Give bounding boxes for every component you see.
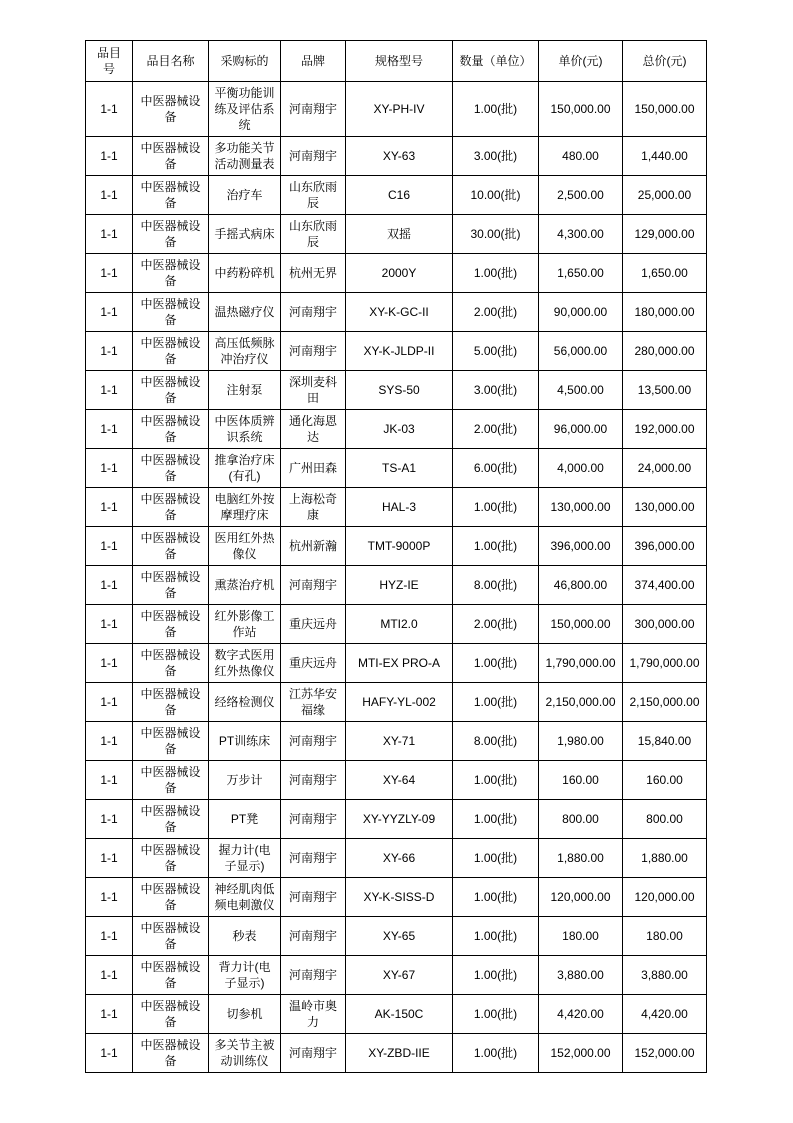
cell-quantity: 1.00(批) xyxy=(453,956,539,995)
cell-brand: 杭州新瀚 xyxy=(281,527,346,566)
cell-target: 中药粉碎机 xyxy=(209,254,281,293)
cell-unit-price: 150,000.00 xyxy=(539,605,623,644)
col-header-item-name: 品目名称 xyxy=(133,41,209,82)
table-row xyxy=(86,722,707,761)
cell-quantity: 1.00(批) xyxy=(453,995,539,1034)
cell-model: HAL-3 xyxy=(346,488,453,527)
cell-quantity: 6.00(批) xyxy=(453,449,539,488)
cell-target: 温热磁疗仪 xyxy=(209,293,281,332)
cell-target: 手摇式病床 xyxy=(209,215,281,254)
cell-total-price: 24,000.00 xyxy=(623,449,707,488)
cell-item-no: 1-1 xyxy=(86,410,133,449)
cell-model: JK-03 xyxy=(346,410,453,449)
cell-item-name: 中医器械设备 xyxy=(133,488,209,527)
cell-item-no: 1-1 xyxy=(86,215,133,254)
cell-item-no: 1-1 xyxy=(86,449,133,488)
cell-brand: 河南翔宇 xyxy=(281,137,346,176)
cell-item-no: 1-1 xyxy=(86,800,133,839)
cell-total-price: 1,880.00 xyxy=(623,839,707,878)
cell-unit-price: 3,880.00 xyxy=(539,956,623,995)
cell-model: XY-64 xyxy=(346,761,453,800)
cell-target: 红外影像工作站 xyxy=(209,605,281,644)
cell-brand: 山东欣雨辰 xyxy=(281,176,346,215)
cell-total-price: 129,000.00 xyxy=(623,215,707,254)
cell-item-no: 1-1 xyxy=(86,176,133,215)
cell-quantity: 1.00(批) xyxy=(453,800,539,839)
cell-quantity: 1.00(批) xyxy=(453,839,539,878)
table-header-row xyxy=(86,41,707,82)
cell-item-no: 1-1 xyxy=(86,293,133,332)
cell-item-no: 1-1 xyxy=(86,82,133,137)
cell-target: 医用红外热像仪 xyxy=(209,527,281,566)
cell-total-price: 120,000.00 xyxy=(623,878,707,917)
cell-target: 注射泵 xyxy=(209,371,281,410)
table-row xyxy=(86,956,707,995)
cell-model: HAFY-YL-002 xyxy=(346,683,453,722)
table-row xyxy=(86,917,707,956)
cell-total-price: 130,000.00 xyxy=(623,488,707,527)
cell-model: XY-63 xyxy=(346,137,453,176)
table-row xyxy=(86,137,707,176)
cell-unit-price: 1,980.00 xyxy=(539,722,623,761)
cell-total-price: 13,500.00 xyxy=(623,371,707,410)
cell-brand: 通化海恩达 xyxy=(281,410,346,449)
cell-unit-price: 160.00 xyxy=(539,761,623,800)
cell-target: 多关节主被动训练仪 xyxy=(209,1034,281,1073)
cell-target: 切参机 xyxy=(209,995,281,1034)
cell-total-price: 396,000.00 xyxy=(623,527,707,566)
cell-item-no: 1-1 xyxy=(86,761,133,800)
cell-quantity: 1.00(批) xyxy=(453,878,539,917)
cell-quantity: 1.00(批) xyxy=(453,82,539,137)
table-row xyxy=(86,839,707,878)
cell-unit-price: 1,880.00 xyxy=(539,839,623,878)
cell-item-name: 中医器械设备 xyxy=(133,644,209,683)
cell-target: PT训练床 xyxy=(209,722,281,761)
cell-unit-price: 800.00 xyxy=(539,800,623,839)
cell-item-name: 中医器械设备 xyxy=(133,800,209,839)
table-row xyxy=(86,488,707,527)
cell-model: TS-A1 xyxy=(346,449,453,488)
cell-target: 经络检测仪 xyxy=(209,683,281,722)
cell-target: 数字式医用红外热像仪 xyxy=(209,644,281,683)
cell-quantity: 1.00(批) xyxy=(453,254,539,293)
cell-brand: 温岭市奥力 xyxy=(281,995,346,1034)
cell-quantity: 1.00(批) xyxy=(453,917,539,956)
cell-brand: 河南翔宇 xyxy=(281,293,346,332)
cell-target: 平衡功能训练及评估系统 xyxy=(209,82,281,137)
table-row xyxy=(86,644,707,683)
cell-total-price: 3,880.00 xyxy=(623,956,707,995)
col-header-total-price: 总价(元) xyxy=(623,41,707,82)
cell-item-no: 1-1 xyxy=(86,956,133,995)
cell-item-name: 中医器械设备 xyxy=(133,956,209,995)
cell-total-price: 1,440.00 xyxy=(623,137,707,176)
cell-item-name: 中医器械设备 xyxy=(133,761,209,800)
table-row xyxy=(86,878,707,917)
cell-item-name: 中医器械设备 xyxy=(133,137,209,176)
cell-brand: 河南翔宇 xyxy=(281,878,346,917)
cell-item-no: 1-1 xyxy=(86,332,133,371)
cell-target: 治疗车 xyxy=(209,176,281,215)
cell-target: 秒表 xyxy=(209,917,281,956)
cell-total-price: 300,000.00 xyxy=(623,605,707,644)
cell-item-no: 1-1 xyxy=(86,995,133,1034)
cell-item-name: 中医器械设备 xyxy=(133,722,209,761)
cell-item-name: 中医器械设备 xyxy=(133,449,209,488)
cell-unit-price: 120,000.00 xyxy=(539,878,623,917)
table-row xyxy=(86,566,707,605)
cell-brand: 广州田森 xyxy=(281,449,346,488)
cell-item-name: 中医器械设备 xyxy=(133,839,209,878)
cell-item-name: 中医器械设备 xyxy=(133,995,209,1034)
table-row xyxy=(86,215,707,254)
cell-item-name: 中医器械设备 xyxy=(133,917,209,956)
cell-item-no: 1-1 xyxy=(86,878,133,917)
cell-item-name: 中医器械设备 xyxy=(133,683,209,722)
cell-model: XY-66 xyxy=(346,839,453,878)
cell-unit-price: 480.00 xyxy=(539,137,623,176)
cell-item-name: 中医器械设备 xyxy=(133,1034,209,1073)
cell-model: XY-71 xyxy=(346,722,453,761)
cell-quantity: 2.00(批) xyxy=(453,293,539,332)
cell-total-price: 180.00 xyxy=(623,917,707,956)
table-row xyxy=(86,410,707,449)
cell-target: 熏蒸治疗机 xyxy=(209,566,281,605)
cell-item-no: 1-1 xyxy=(86,644,133,683)
cell-unit-price: 180.00 xyxy=(539,917,623,956)
cell-total-price: 152,000.00 xyxy=(623,1034,707,1073)
cell-item-name: 中医器械设备 xyxy=(133,605,209,644)
cell-quantity: 1.00(批) xyxy=(453,1034,539,1073)
cell-item-no: 1-1 xyxy=(86,605,133,644)
cell-total-price: 4,420.00 xyxy=(623,995,707,1034)
cell-quantity: 3.00(批) xyxy=(453,137,539,176)
col-header-brand: 品牌 xyxy=(281,41,346,82)
cell-brand: 深圳麦科田 xyxy=(281,371,346,410)
cell-model: XY-K-JLDP-II xyxy=(346,332,453,371)
cell-unit-price: 4,300.00 xyxy=(539,215,623,254)
cell-item-no: 1-1 xyxy=(86,371,133,410)
cell-quantity: 1.00(批) xyxy=(453,683,539,722)
cell-item-name: 中医器械设备 xyxy=(133,254,209,293)
cell-model: C16 xyxy=(346,176,453,215)
cell-brand: 河南翔宇 xyxy=(281,761,346,800)
cell-unit-price: 4,420.00 xyxy=(539,995,623,1034)
cell-quantity: 5.00(批) xyxy=(453,332,539,371)
cell-total-price: 800.00 xyxy=(623,800,707,839)
cell-item-no: 1-1 xyxy=(86,488,133,527)
table-row xyxy=(86,995,707,1034)
cell-target: 握力计(电子显示) xyxy=(209,839,281,878)
cell-target: 推拿治疗床(有孔) xyxy=(209,449,281,488)
cell-total-price: 25,000.00 xyxy=(623,176,707,215)
cell-unit-price: 396,000.00 xyxy=(539,527,623,566)
cell-item-no: 1-1 xyxy=(86,1034,133,1073)
cell-quantity: 10.00(批) xyxy=(453,176,539,215)
cell-quantity: 2.00(批) xyxy=(453,605,539,644)
cell-quantity: 1.00(批) xyxy=(453,644,539,683)
cell-model: XY-K-SISS-D xyxy=(346,878,453,917)
cell-brand: 河南翔宇 xyxy=(281,566,346,605)
cell-unit-price: 130,000.00 xyxy=(539,488,623,527)
cell-item-no: 1-1 xyxy=(86,527,133,566)
cell-item-name: 中医器械设备 xyxy=(133,293,209,332)
cell-quantity: 3.00(批) xyxy=(453,371,539,410)
cell-unit-price: 1,650.00 xyxy=(539,254,623,293)
cell-model: XY-ZBD-IIE xyxy=(346,1034,453,1073)
cell-total-price: 15,840.00 xyxy=(623,722,707,761)
cell-total-price: 160.00 xyxy=(623,761,707,800)
cell-target: 多功能关节活动测量表 xyxy=(209,137,281,176)
cell-model: HYZ-IE xyxy=(346,566,453,605)
table-row xyxy=(86,761,707,800)
cell-quantity: 1.00(批) xyxy=(453,527,539,566)
cell-unit-price: 56,000.00 xyxy=(539,332,623,371)
cell-quantity: 8.00(批) xyxy=(453,566,539,605)
cell-model: SYS-50 xyxy=(346,371,453,410)
cell-quantity: 30.00(批) xyxy=(453,215,539,254)
cell-item-no: 1-1 xyxy=(86,137,133,176)
cell-brand: 河南翔宇 xyxy=(281,1034,346,1073)
col-header-item-no: 品目号 xyxy=(86,41,133,82)
cell-model: 2000Y xyxy=(346,254,453,293)
cell-item-name: 中医器械设备 xyxy=(133,410,209,449)
cell-item-name: 中医器械设备 xyxy=(133,527,209,566)
cell-brand: 上海松奇康 xyxy=(281,488,346,527)
col-header-quantity: 数量（单位） xyxy=(453,41,539,82)
cell-unit-price: 96,000.00 xyxy=(539,410,623,449)
cell-item-name: 中医器械设备 xyxy=(133,215,209,254)
cell-brand: 山东欣雨辰 xyxy=(281,215,346,254)
cell-total-price: 180,000.00 xyxy=(623,293,707,332)
cell-item-name: 中医器械设备 xyxy=(133,82,209,137)
cell-unit-price: 2,150,000.00 xyxy=(539,683,623,722)
table-row xyxy=(86,293,707,332)
cell-item-no: 1-1 xyxy=(86,683,133,722)
cell-model: MTI-EX PRO-A xyxy=(346,644,453,683)
cell-total-price: 2,150,000.00 xyxy=(623,683,707,722)
cell-unit-price: 46,800.00 xyxy=(539,566,623,605)
table-row xyxy=(86,605,707,644)
cell-item-name: 中医器械设备 xyxy=(133,332,209,371)
cell-brand: 河南翔宇 xyxy=(281,956,346,995)
cell-total-price: 1,650.00 xyxy=(623,254,707,293)
cell-item-no: 1-1 xyxy=(86,839,133,878)
col-header-model: 规格型号 xyxy=(346,41,453,82)
cell-brand: 河南翔宇 xyxy=(281,917,346,956)
table-row xyxy=(86,176,707,215)
table-row xyxy=(86,371,707,410)
cell-quantity: 1.00(批) xyxy=(453,761,539,800)
cell-total-price: 1,790,000.00 xyxy=(623,644,707,683)
cell-total-price: 374,400.00 xyxy=(623,566,707,605)
col-header-target: 采购标的 xyxy=(209,41,281,82)
table-row xyxy=(86,800,707,839)
cell-item-no: 1-1 xyxy=(86,254,133,293)
cell-item-name: 中医器械设备 xyxy=(133,176,209,215)
procurement-table xyxy=(85,40,707,1073)
cell-unit-price: 4,500.00 xyxy=(539,371,623,410)
cell-brand: 河南翔宇 xyxy=(281,839,346,878)
table-row xyxy=(86,254,707,293)
cell-brand: 重庆远舟 xyxy=(281,644,346,683)
cell-target: 高压低频脉冲治疗仪 xyxy=(209,332,281,371)
cell-target: 万步计 xyxy=(209,761,281,800)
cell-brand: 杭州无界 xyxy=(281,254,346,293)
cell-target: 中医体质辨识系统 xyxy=(209,410,281,449)
cell-target: 背力计(电子显示) xyxy=(209,956,281,995)
cell-model: TMT-9000P xyxy=(346,527,453,566)
cell-item-no: 1-1 xyxy=(86,722,133,761)
cell-target: PT凳 xyxy=(209,800,281,839)
cell-item-name: 中医器械设备 xyxy=(133,878,209,917)
cell-model: XY-65 xyxy=(346,917,453,956)
cell-quantity: 8.00(批) xyxy=(453,722,539,761)
cell-item-no: 1-1 xyxy=(86,566,133,605)
cell-total-price: 280,000.00 xyxy=(623,332,707,371)
cell-model: AK-150C xyxy=(346,995,453,1034)
cell-unit-price: 4,000.00 xyxy=(539,449,623,488)
cell-brand: 河南翔宇 xyxy=(281,722,346,761)
table-row xyxy=(86,449,707,488)
cell-item-name: 中医器械设备 xyxy=(133,566,209,605)
cell-item-no: 1-1 xyxy=(86,917,133,956)
cell-brand: 河南翔宇 xyxy=(281,82,346,137)
cell-brand: 河南翔宇 xyxy=(281,332,346,371)
cell-unit-price: 1,790,000.00 xyxy=(539,644,623,683)
cell-unit-price: 152,000.00 xyxy=(539,1034,623,1073)
cell-brand: 重庆远舟 xyxy=(281,605,346,644)
cell-quantity: 1.00(批) xyxy=(453,488,539,527)
cell-target: 电脑红外按摩理疗床 xyxy=(209,488,281,527)
cell-unit-price: 150,000.00 xyxy=(539,82,623,137)
cell-model: XY-K-GC-II xyxy=(346,293,453,332)
cell-unit-price: 90,000.00 xyxy=(539,293,623,332)
cell-item-name: 中医器械设备 xyxy=(133,371,209,410)
cell-model: XY-YYZLY-09 xyxy=(346,800,453,839)
cell-unit-price: 2,500.00 xyxy=(539,176,623,215)
cell-brand: 河南翔宇 xyxy=(281,800,346,839)
col-header-unit-price: 单价(元) xyxy=(539,41,623,82)
cell-model: XY-67 xyxy=(346,956,453,995)
table-row xyxy=(86,82,707,137)
cell-target: 神经肌肉低频电刺激仪 xyxy=(209,878,281,917)
cell-brand: 江苏华安福缘 xyxy=(281,683,346,722)
table-row xyxy=(86,527,707,566)
cell-model: MTI2.0 xyxy=(346,605,453,644)
table-row xyxy=(86,1034,707,1073)
cell-model: XY-PH-IV xyxy=(346,82,453,137)
table-row xyxy=(86,332,707,371)
cell-model: 双摇 xyxy=(346,215,453,254)
table-row xyxy=(86,683,707,722)
cell-total-price: 192,000.00 xyxy=(623,410,707,449)
cell-total-price: 150,000.00 xyxy=(623,82,707,137)
cell-quantity: 2.00(批) xyxy=(453,410,539,449)
